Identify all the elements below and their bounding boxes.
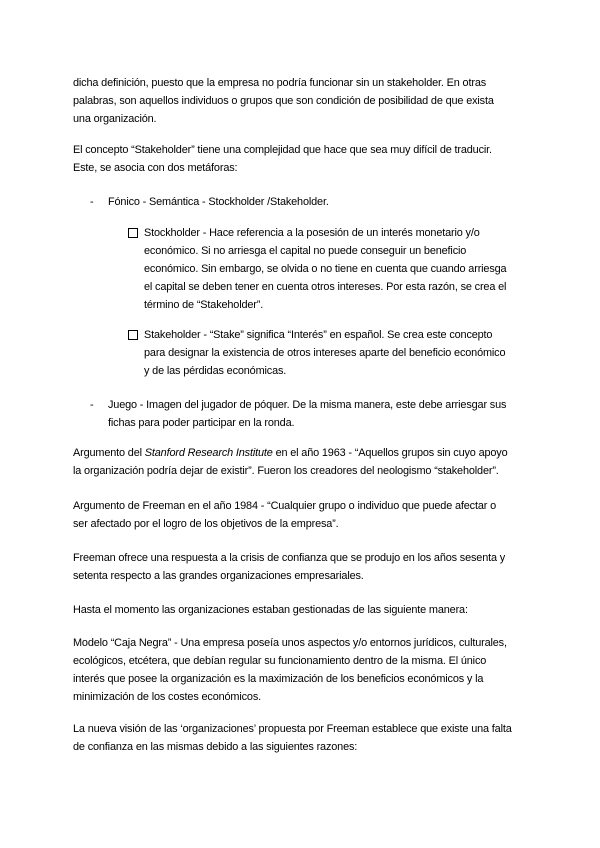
text-line: fichas para poder participar en la ronda. — [108, 417, 295, 429]
text-line: ser afectado por el logro de los objetivos de la empresa”. — [73, 518, 339, 530]
checkbox-icon — [128, 330, 138, 340]
text-line — [73, 444, 523, 462]
text-line: Freeman ofrece una respuesta a la crisis de confianza que se produjo en los años sesenta y — [73, 552, 506, 564]
text-line: El concepto “Stakeholder” tiene una complejidad que hace que sea muy difícil de traducir. — [73, 144, 492, 156]
paragraph-stakeholder-definition — [73, 74, 523, 128]
text-line: minimización de los costes económicos. — [73, 691, 261, 703]
text-line: término de “Stakeholder”. — [144, 299, 264, 311]
text-segment: Argumento del — [73, 447, 145, 459]
bullet-dash: - — [90, 399, 94, 411]
paragraph-organizations-management — [73, 601, 523, 619]
paragraph-new-vision — [73, 720, 523, 756]
text-line: La nueva visión de las ‘organizaciones’ propuesta por Freeman establece que existe una falta — [73, 723, 512, 735]
text-line: Fónico - Semántica - Stockholder /Stakeholder. — [108, 196, 329, 208]
text-line: ecológicos, etcétera, que debían regular su funcionamiento dentro de la misma. El único — [73, 655, 487, 667]
paragraph-freeman-argument — [73, 497, 523, 533]
bullet-dash: - — [90, 196, 94, 208]
text-line: y de las pérdidas económicas. — [144, 365, 287, 377]
text-line: dicha definición, puesto que la empresa no podría funcionar sin un stakeholder. En otras — [73, 77, 487, 89]
text-line: Juego - Imagen del jugador de póquer. De la misma manera, este debe arriesgar sus — [108, 399, 507, 411]
institute-name: Stanford Research Institute — [144, 447, 273, 459]
sublist-item-stockholder — [144, 224, 524, 314]
paragraph-stakeholder-concept — [73, 141, 523, 177]
text-line: el capital se deben tener en cuenta otros intereses. Por esta razón, se crea el — [144, 281, 507, 293]
text-line: Stockholder - Hace referencia a la posesión de un interés monetario y/o — [144, 227, 480, 239]
text-line: económico. Si no arriesga el capital no puede conseguir un beneficio — [144, 245, 467, 257]
text-line: económico. Sin embargo, se olvida o no tiene en cuenta que cuando arriesga — [144, 263, 507, 275]
text-line: de confianza en las mismas debido a las siguientes razones: — [73, 741, 358, 753]
text-line: setenta respecto a las grandes organizaciones empresariales. — [73, 570, 364, 582]
text-line: Modelo “Caja Negra” - Una empresa poseía unos aspectos y/o entornos jurídicos, culturales, — [73, 637, 507, 649]
text-line: palabras, son aquellos individuos o grupos que son condición de posibilidad de que exista — [73, 95, 494, 107]
text-segment: en el año 1963 - “Aquellos grupos sin cuyo apoyo — [272, 447, 508, 459]
list-item-juego — [108, 396, 522, 432]
paragraph-black-box-model — [73, 634, 523, 706]
text-line: la organización podría dejar de existir”. Fueron los creadores del neologismo “stakeholder”. — [73, 465, 499, 477]
text-line: Hasta el momento las organizaciones estaban gestionadas de las siguiente manera: — [73, 604, 468, 616]
checkbox-icon — [128, 228, 138, 238]
sublist-item-stakeholder — [144, 326, 524, 380]
text-line: para designar la existencia de otros intereses aparte del beneficio económico — [144, 347, 506, 359]
text-line: interés que posee la organización es la maximización de los beneficios económicos y la — [73, 673, 484, 685]
text-line: Argumento de Freeman en el año 1984 - “Cualquier grupo o individuo que puede afectar o — [73, 500, 497, 512]
text-line: Este, se asocia con dos metáforas: — [73, 162, 238, 174]
list-item-fonico — [108, 193, 522, 211]
text-line: una organización. — [73, 113, 157, 125]
text-line: Stakeholder - “Stake” significa “Interés” en español. Se crea este concepto — [144, 329, 493, 341]
paragraph-stanford-argument — [73, 444, 523, 480]
paragraph-freeman-response — [73, 549, 523, 585]
